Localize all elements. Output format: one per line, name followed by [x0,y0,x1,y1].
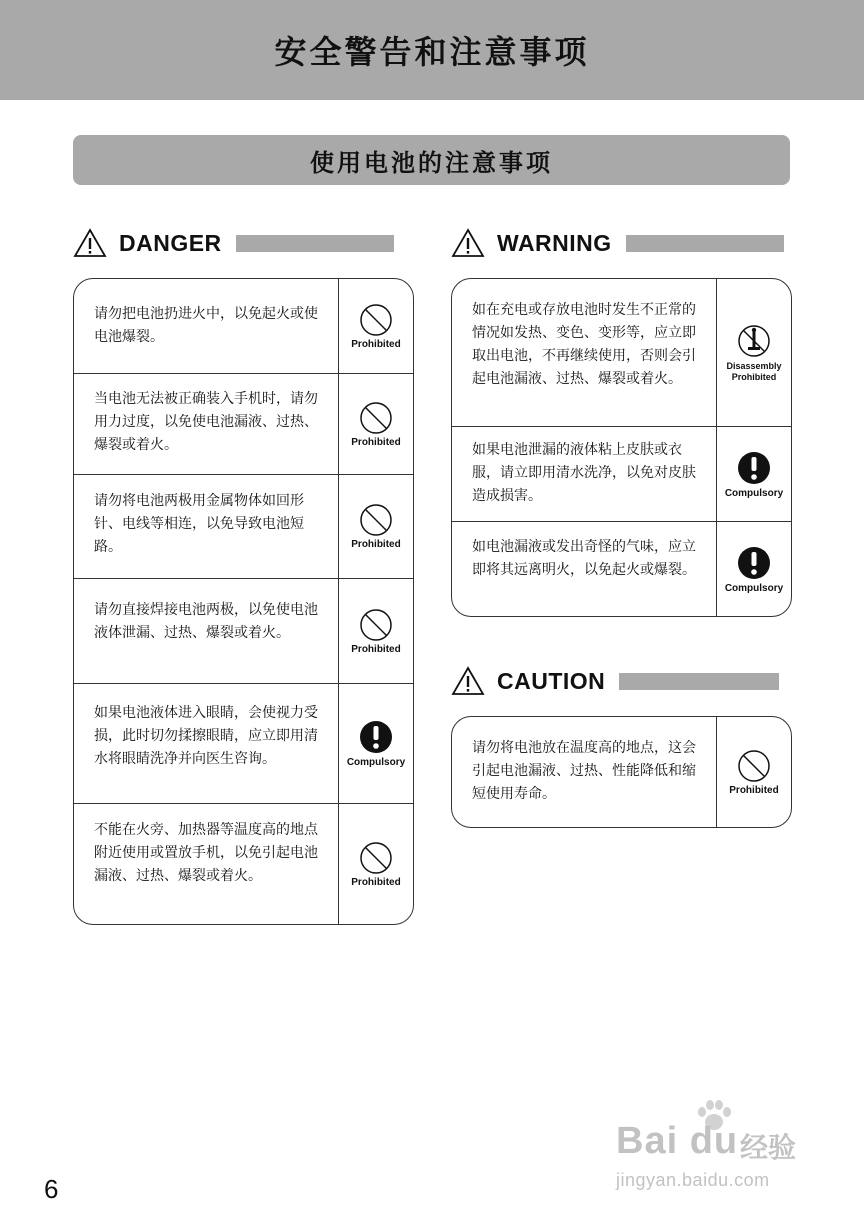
caution-heading-text: CAUTION [497,667,606,694]
disassembly-prohibited-icon [737,323,771,359]
watermark-url: jingyan.baidu.com [616,1170,770,1190]
danger-item-text: 如果电池液体进入眼睛，会使视力受损，此时切勿揉擦眼睛，应立即用清水将眼睛洗净并向医生咨询。 [94,705,318,767]
warning-heading-text: WARNING [497,229,612,256]
warning-item-text: 如在充电或存放电池时发生不正常的情况如发热、变色、变形等，应立即取出电池，不再继续使用，否则会引起电池漏液、过热、爆裂或着火。 [472,302,696,387]
danger-item-icon-cell [338,374,413,474]
danger-item [74,578,413,683]
page-title: 安全警告和注意事项 [274,33,590,71]
warning-item-text: 如电池漏液或发出奇怪的气味，应立即将其远离明火，以免起火或爆裂。 [472,539,696,578]
warning-triangle-icon [451,666,485,696]
icon-label: Prohibited [729,784,779,796]
danger-item-icon-cell [338,579,413,683]
warning-item-text: 如果电池泄漏的液体粘上皮肤或衣服，请立即用清水洗净，以免对皮肤造成损害。 [472,442,696,504]
icon-label: Compulsory [724,582,784,594]
danger-heading [73,228,403,258]
compulsory-icon [737,545,771,581]
danger-item-icon-cell [338,804,413,924]
page-number: 6 [44,1174,59,1204]
danger-box [73,278,414,925]
caution-heading [451,666,791,696]
icon-label: Disassembly Prohibited [726,360,782,382]
prohibited-icon [737,749,771,783]
caution-box [451,716,792,828]
danger-item-icon-cell [338,279,413,373]
warning-item-icon-cell [716,279,791,426]
prohibited-icon [359,401,393,435]
icon-label: Compulsory [724,487,784,499]
caution-heading-bar [619,673,779,690]
danger-item-text: 当电池无法被正确装入手机时，请勿用力过度，以免使电池漏液、过热、爆裂或着火。 [94,391,318,453]
warning-box [451,278,792,617]
warning-item [452,426,791,521]
danger-item [74,474,413,578]
danger-item-icon-cell [338,475,413,578]
watermark-brand: Bai du [616,1120,739,1162]
baidu-jingyan-watermark [608,1098,828,1198]
danger-item-text: 不能在火旁、加热器等温度高的地点附近使用或置放手机，以免引起电池漏液、过热、爆裂或着火。 [94,822,318,884]
icon-label: Compulsory [346,757,406,768]
compulsory-icon [359,719,393,755]
danger-item [74,279,413,373]
icon-label: Prohibited [351,539,401,550]
icon-label: Prohibited [351,338,401,350]
warning-heading [451,228,791,258]
danger-item [74,803,413,924]
warning-item [452,521,791,616]
warning-heading-bar [626,235,784,252]
watermark-cn: 经验 [740,1131,797,1164]
danger-heading-bar [236,235,394,252]
danger-item-text: 请勿把电池扔进火中，以免起火或使电池爆裂。 [94,306,318,345]
warning-triangle-icon [73,228,107,258]
danger-heading-text: DANGER [119,229,222,256]
warning-item-icon-cell [716,522,791,616]
icon-label: Prohibited [351,643,401,655]
icon-label: Prohibited [351,436,401,448]
warning-item [452,279,791,426]
prohibited-icon [359,608,393,642]
prohibited-icon [359,503,393,537]
danger-item [74,683,413,803]
caution-item [452,717,791,827]
warning-triangle-icon [451,228,485,258]
danger-item-text: 请勿直接焊接电池两极，以免使电池液体泄漏、过热、爆裂或着火。 [94,602,318,641]
prohibited-icon [359,303,393,337]
compulsory-icon [737,450,771,486]
warning-item-icon-cell [716,427,791,521]
page-header-band [0,0,864,100]
caution-item-icon-cell [716,717,791,827]
caution-item-text: 请勿将电池放在温度高的地点，这会引起电池漏液、过热、性能降低和缩短使用寿命。 [472,740,696,802]
prohibited-icon [359,841,393,875]
section-title: 使用电池的注意事项 [310,148,553,177]
danger-item-icon-cell [338,684,413,803]
danger-item [74,373,413,474]
section-title-bar [73,135,790,185]
icon-label: Prohibited [351,876,401,888]
danger-item-text: 请勿将电池两极用金属物体如回形针、电线等相连，以免导致电池短路。 [94,493,304,555]
